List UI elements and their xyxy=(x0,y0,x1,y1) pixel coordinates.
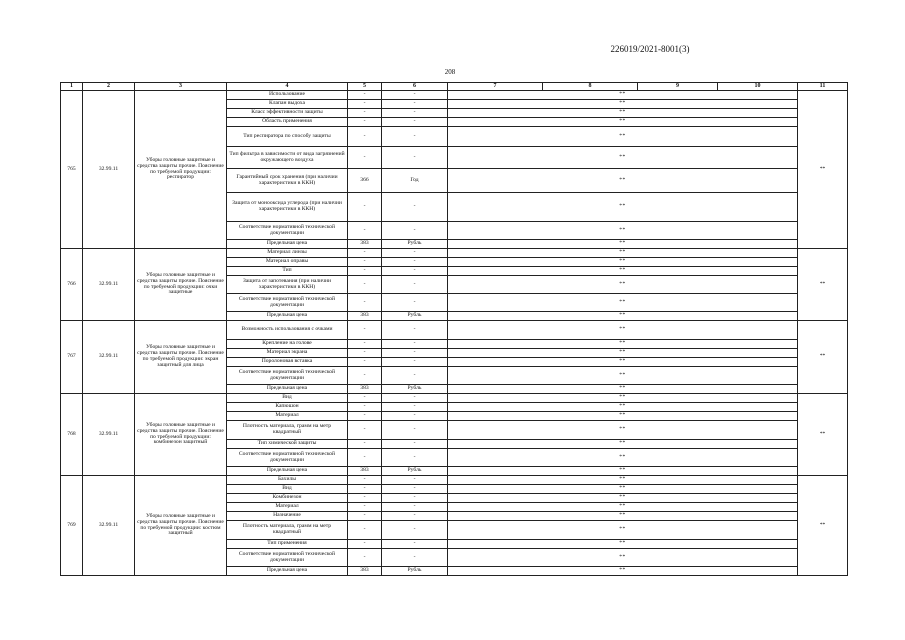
table-row xyxy=(61,91,848,100)
item-number: 768 xyxy=(61,394,83,476)
unit-code: - xyxy=(348,100,382,109)
unit-code: 366 xyxy=(348,169,382,193)
characteristic-value: ** xyxy=(448,100,798,109)
unit-name: Рубль xyxy=(382,567,448,576)
characteristic-value: ** xyxy=(448,91,798,100)
unit-code: 383 xyxy=(348,312,382,321)
header-col-1: 1 xyxy=(61,83,83,91)
unit-code: - xyxy=(348,109,382,118)
characteristic-value: ** xyxy=(448,118,798,127)
unit-name: - xyxy=(382,127,448,147)
characteristic-name: Назначение xyxy=(227,512,348,521)
item-number: 767 xyxy=(61,321,83,394)
unit-code: - xyxy=(348,321,382,340)
characteristic-value: ** xyxy=(448,385,798,394)
item-number: 766 xyxy=(61,249,83,321)
characteristic-value: ** xyxy=(448,276,798,294)
characteristic-name: Предельная цена xyxy=(227,467,348,476)
rationale: ** xyxy=(798,321,848,394)
header-col-5: 5 xyxy=(348,83,382,91)
unit-name: Рубль xyxy=(382,385,448,394)
product-name: Уборы головные защитные и средства защиты прочие. Пояснение по требуемой продукции: костюм защитный xyxy=(135,476,227,576)
unit-code: 383 xyxy=(348,567,382,576)
unit-name: - xyxy=(382,540,448,549)
unit-code: - xyxy=(348,358,382,367)
unit-code: - xyxy=(348,512,382,521)
unit-code: - xyxy=(348,503,382,512)
unit-code: - xyxy=(348,118,382,127)
unit-code: - xyxy=(348,294,382,312)
unit-name: - xyxy=(382,485,448,494)
unit-code: - xyxy=(348,412,382,421)
rationale: ** xyxy=(798,249,848,321)
product-name: Уборы головные защитные и средства защиты прочие. Пояснение по требуемой продукции: экран защитный для лица xyxy=(135,321,227,394)
characteristic-value: ** xyxy=(448,267,798,276)
unit-name: - xyxy=(382,367,448,385)
characteristic-value: ** xyxy=(448,127,798,147)
unit-name: - xyxy=(382,412,448,421)
characteristic-name: Возможность использования с очками xyxy=(227,321,348,340)
characteristic-name: Гарантийный срок хранения (при наличии характеристики в ККН) xyxy=(227,169,348,193)
characteristic-name: Область применения xyxy=(227,118,348,127)
characteristic-name: Соответствие нормативной технической документации xyxy=(227,222,348,240)
characteristic-value: ** xyxy=(448,485,798,494)
unit-code: - xyxy=(348,127,382,147)
unit-code: 383 xyxy=(348,385,382,394)
characteristic-value: ** xyxy=(448,467,798,476)
characteristic-value: ** xyxy=(448,512,798,521)
characteristic-value: ** xyxy=(448,367,798,385)
unit-name: - xyxy=(382,258,448,267)
characteristic-value: ** xyxy=(448,494,798,503)
unit-code: - xyxy=(348,340,382,349)
header-col-2: 2 xyxy=(83,83,135,91)
characteristic-name: Тип xyxy=(227,267,348,276)
unit-code: - xyxy=(348,494,382,503)
header-col-3: 3 xyxy=(135,83,227,91)
header-col-10: 10 xyxy=(718,83,798,91)
header-row xyxy=(61,83,848,91)
item-number: 769 xyxy=(61,476,83,576)
unit-code: - xyxy=(348,91,382,100)
unit-name: - xyxy=(382,358,448,367)
characteristic-name: Плотность материала, грамм на метр квадратный xyxy=(227,421,348,440)
okpd2-code: 32.99.11 xyxy=(83,476,135,576)
characteristic-value: ** xyxy=(448,421,798,440)
characteristic-value: ** xyxy=(448,222,798,240)
characteristic-name: Поролоновая вставка xyxy=(227,358,348,367)
unit-name: - xyxy=(382,349,448,358)
unit-name: Рубль xyxy=(382,467,448,476)
characteristic-name: Бахилы xyxy=(227,476,348,485)
characteristic-value: ** xyxy=(448,394,798,403)
characteristic-name: Тип фильтра в зависимости от вида загрязнений окружающего воздуха xyxy=(227,147,348,169)
characteristic-value: ** xyxy=(448,294,798,312)
characteristic-value: ** xyxy=(448,412,798,421)
product-name: Уборы головные защитные и средства защиты прочие. Пояснение по требуемой продукции: комбинезон защитный xyxy=(135,394,227,476)
unit-code: - xyxy=(348,193,382,222)
characteristic-name: Клапан выдоха xyxy=(227,100,348,109)
characteristic-name: Использование xyxy=(227,91,348,100)
unit-code: - xyxy=(348,258,382,267)
characteristic-name: Защита от монооксида углерода (при наличии характеристики в ККН) xyxy=(227,193,348,222)
unit-name: - xyxy=(382,549,448,567)
characteristic-value: ** xyxy=(448,440,798,449)
product-name: Уборы головные защитные и средства защиты прочие. Пояснение по требуемой продукции: очки защитные xyxy=(135,249,227,321)
characteristic-value: ** xyxy=(448,340,798,349)
characteristic-value: ** xyxy=(448,147,798,169)
characteristic-name: Плотность материала, грамм на метр квадратный xyxy=(227,521,348,540)
unit-code: - xyxy=(348,403,382,412)
header-col-9: 9 xyxy=(638,83,718,91)
characteristic-name: Тип респиратора по способу защиты xyxy=(227,127,348,147)
characteristic-name: Материал xyxy=(227,503,348,512)
characteristic-name: Материал xyxy=(227,412,348,421)
unit-name: - xyxy=(382,109,448,118)
unit-name: - xyxy=(382,91,448,100)
characteristic-value: ** xyxy=(448,249,798,258)
unit-code: 383 xyxy=(348,467,382,476)
characteristic-name: Капюшон xyxy=(227,403,348,412)
unit-code: - xyxy=(348,222,382,240)
unit-name: - xyxy=(382,340,448,349)
characteristic-value: ** xyxy=(448,503,798,512)
characteristic-value: ** xyxy=(448,476,798,485)
unit-name: - xyxy=(382,249,448,258)
characteristic-name: Соответствие нормативной технической документации xyxy=(227,294,348,312)
unit-code: - xyxy=(348,521,382,540)
unit-code: - xyxy=(348,449,382,467)
characteristic-name: Материал линзы xyxy=(227,249,348,258)
okpd2-code: 32.99.11 xyxy=(83,91,135,249)
characteristic-value: ** xyxy=(448,449,798,467)
unit-name: Рубль xyxy=(382,312,448,321)
unit-name: Рубль xyxy=(382,240,448,249)
table-body xyxy=(61,91,848,576)
characteristic-name: Материал экрана xyxy=(227,349,348,358)
characteristics-table xyxy=(60,82,848,576)
table-row xyxy=(61,249,848,258)
unit-name: - xyxy=(382,118,448,127)
unit-name: - xyxy=(382,440,448,449)
unit-name: - xyxy=(382,222,448,240)
characteristic-value: ** xyxy=(448,258,798,267)
unit-name: - xyxy=(382,276,448,294)
unit-code: - xyxy=(348,485,382,494)
unit-code: - xyxy=(348,476,382,485)
characteristic-name: Вид xyxy=(227,394,348,403)
header-col-6: 6 xyxy=(382,83,448,91)
characteristic-name: Соответствие нормативной технической документации xyxy=(227,449,348,467)
characteristic-value: ** xyxy=(448,521,798,540)
unit-name: - xyxy=(382,403,448,412)
characteristic-name: Тип применения xyxy=(227,540,348,549)
unit-name: - xyxy=(382,193,448,222)
unit-name: - xyxy=(382,267,448,276)
rationale: ** xyxy=(798,476,848,576)
unit-code: - xyxy=(348,349,382,358)
characteristic-name: Крепление на голове xyxy=(227,340,348,349)
unit-name: - xyxy=(382,147,448,169)
characteristic-value: ** xyxy=(448,349,798,358)
unit-code: - xyxy=(348,421,382,440)
unit-code: - xyxy=(348,367,382,385)
table-row xyxy=(61,321,848,340)
unit-name: - xyxy=(382,321,448,340)
unit-code: - xyxy=(348,394,382,403)
characteristic-name: Предельная цена xyxy=(227,567,348,576)
characteristic-value: ** xyxy=(448,540,798,549)
unit-name: - xyxy=(382,503,448,512)
unit-code: 383 xyxy=(348,240,382,249)
okpd2-code: 32.99.11 xyxy=(83,321,135,394)
page-number: 208 xyxy=(444,68,456,76)
characteristic-value: ** xyxy=(448,358,798,367)
unit-name: - xyxy=(382,476,448,485)
characteristic-name: Предельная цена xyxy=(227,240,348,249)
unit-code: - xyxy=(348,267,382,276)
characteristic-value: ** xyxy=(448,109,798,118)
characteristic-value: ** xyxy=(448,567,798,576)
characteristic-name: Предельная цена xyxy=(227,385,348,394)
characteristic-value: ** xyxy=(448,403,798,412)
characteristic-name: Класс эффективности защиты xyxy=(227,109,348,118)
characteristic-value: ** xyxy=(448,321,798,340)
header-col-4: 4 xyxy=(227,83,348,91)
unit-name: - xyxy=(382,521,448,540)
okpd2-code: 32.99.11 xyxy=(83,394,135,476)
characteristic-value: ** xyxy=(448,549,798,567)
rationale: ** xyxy=(798,394,848,476)
rationale: ** xyxy=(798,91,848,249)
characteristic-name: Соответствие нормативной технической документации xyxy=(227,549,348,567)
unit-name: Год xyxy=(382,169,448,193)
unit-code: - xyxy=(348,540,382,549)
characteristic-name: Комбинезон xyxy=(227,494,348,503)
product-name: Уборы головные защитные и средства защиты прочие. Пояснение по требуемой продукции: респиратор xyxy=(135,91,227,249)
unit-name: - xyxy=(382,494,448,503)
header-col-8: 8 xyxy=(543,83,638,91)
characteristic-name: Предельная цена xyxy=(227,312,348,321)
header-col-11: 11 xyxy=(798,83,848,91)
characteristic-value: ** xyxy=(448,169,798,193)
unit-code: - xyxy=(348,276,382,294)
characteristic-name: Тип химической защиты xyxy=(227,440,348,449)
characteristic-value: ** xyxy=(448,193,798,222)
unit-name: - xyxy=(382,294,448,312)
table-row xyxy=(61,394,848,403)
unit-name: - xyxy=(382,421,448,440)
characteristic-name: Вид xyxy=(227,485,348,494)
unit-name: - xyxy=(382,449,448,467)
unit-code: - xyxy=(348,147,382,169)
characteristic-value: ** xyxy=(448,312,798,321)
okpd2-code: 32.99.11 xyxy=(83,249,135,321)
unit-name: - xyxy=(382,394,448,403)
unit-code: - xyxy=(348,549,382,567)
unit-name: - xyxy=(382,100,448,109)
document-number: 226019/2021-8001(3) xyxy=(610,44,690,54)
characteristic-name: Материал оправы xyxy=(227,258,348,267)
table-row xyxy=(61,476,848,485)
item-number: 765 xyxy=(61,91,83,249)
unit-code: - xyxy=(348,249,382,258)
characteristic-name: Соответствие нормативной технической документации xyxy=(227,367,348,385)
header-col-7: 7 xyxy=(448,83,543,91)
unit-name: - xyxy=(382,512,448,521)
characteristic-value: ** xyxy=(448,240,798,249)
characteristic-name: Защита от запотевания (при наличии характеристики в ККН) xyxy=(227,276,348,294)
unit-code: - xyxy=(348,440,382,449)
